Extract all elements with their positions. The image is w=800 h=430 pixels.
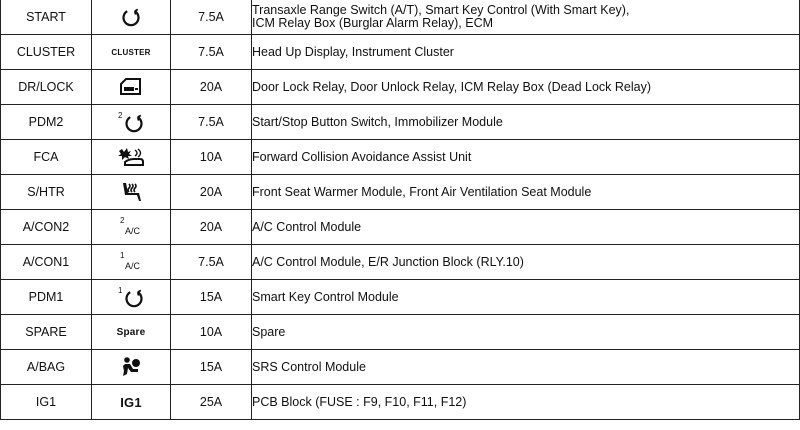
power-1-icon bbox=[118, 286, 144, 308]
fuse-name: SPARE bbox=[1, 315, 92, 350]
icon-label: A/C bbox=[125, 226, 141, 236]
table-row bbox=[1, 70, 800, 105]
fuse-name: S/HTR bbox=[1, 175, 92, 210]
fuse-icon-cell bbox=[92, 350, 171, 385]
fuse-description bbox=[252, 350, 800, 385]
fuse-description bbox=[252, 175, 800, 210]
icon-number: 1 bbox=[118, 286, 123, 295]
icon-number: 2 bbox=[118, 111, 123, 120]
fuse-rating: 10A bbox=[171, 315, 252, 350]
icon-number: 1 bbox=[120, 251, 125, 260]
icon-label: A/C bbox=[125, 261, 141, 271]
start-icon bbox=[120, 6, 142, 28]
fuse-rating: 10A bbox=[171, 140, 252, 175]
fuse-description bbox=[252, 245, 800, 280]
fuse-icon-cell bbox=[92, 385, 171, 420]
table-row bbox=[1, 280, 800, 315]
fuse-icon-cell bbox=[92, 0, 171, 35]
description-line: PCB Block (FUSE : F9, F10, F11, F12) bbox=[252, 394, 467, 409]
fuse-name: PDM1 bbox=[1, 280, 92, 315]
fuse-icon-cell bbox=[92, 315, 171, 350]
description-line: Transaxle Range Switch (A/T), Smart Key Control (With Smart Key), bbox=[252, 3, 630, 17]
forward-collision-icon bbox=[116, 145, 146, 169]
fuse-rating: 25A bbox=[171, 385, 252, 420]
fuse-description bbox=[252, 140, 800, 175]
table-row bbox=[1, 245, 800, 280]
fuse-name: A/CON1 bbox=[1, 245, 92, 280]
description-line: Head Up Display, Instrument Cluster bbox=[252, 44, 454, 59]
fuse-name: A/CON2 bbox=[1, 210, 92, 245]
fuse-name: PDM2 bbox=[1, 105, 92, 140]
description-line: Smart Key Control Module bbox=[252, 289, 399, 304]
fuse-icon-cell bbox=[92, 70, 171, 105]
table-row bbox=[1, 315, 800, 350]
fuse-description bbox=[252, 210, 800, 245]
fuse-rating: 7.5A bbox=[171, 105, 252, 140]
fuse-rating: 20A bbox=[171, 210, 252, 245]
description-line: SRS Control Module bbox=[252, 359, 366, 374]
description-line: Forward Collision Avoidance Assist Unit bbox=[252, 149, 472, 164]
description-line: Spare bbox=[252, 324, 286, 339]
description-line: A/C Control Module bbox=[252, 219, 362, 234]
fuse-icon-cell bbox=[92, 245, 171, 280]
fuse-rating: 15A bbox=[171, 350, 252, 385]
fuse-name: IG1 bbox=[1, 385, 92, 420]
seat-heater-icon bbox=[119, 181, 143, 203]
fuse-description bbox=[252, 0, 800, 35]
description-line: Front Seat Warmer Module, Front Air Ventilation Seat Module bbox=[252, 184, 592, 199]
fuse-rating: 7.5A bbox=[171, 0, 252, 35]
fuse-name: DR/LOCK bbox=[1, 70, 92, 105]
cluster-text-icon: CLUSTER bbox=[111, 48, 151, 58]
table-row bbox=[1, 105, 800, 140]
fuse-rating: 15A bbox=[171, 280, 252, 315]
fuse-name: A/BAG bbox=[1, 350, 92, 385]
fuse-icon-cell bbox=[92, 210, 171, 245]
description-line: Door Lock Relay, Door Unlock Relay, ICM Relay Box (Dead Lock Relay) bbox=[252, 79, 651, 94]
fuse-name: START bbox=[1, 0, 92, 35]
ac-1-icon bbox=[118, 251, 144, 273]
fuse-description bbox=[252, 35, 800, 70]
fuse-icon-cell bbox=[92, 280, 171, 315]
fuse-icon-cell bbox=[92, 105, 171, 140]
fuse-icon-cell bbox=[92, 35, 171, 70]
table-row bbox=[1, 175, 800, 210]
airbag-icon bbox=[119, 356, 143, 378]
ig1-text-icon: IG1 bbox=[120, 394, 142, 410]
description-line: Start/Stop Button Switch, Immobilizer Module bbox=[252, 114, 503, 129]
fuse-description bbox=[252, 280, 800, 315]
spare-text-icon: Spare bbox=[116, 327, 146, 339]
ac-2-icon bbox=[118, 216, 144, 238]
description-line: ICM Relay Box (Burglar Alarm Relay), ECM bbox=[252, 16, 494, 30]
fuse-rating: 20A bbox=[171, 175, 252, 210]
fuse-rating: 7.5A bbox=[171, 35, 252, 70]
fuse-description bbox=[252, 70, 800, 105]
door-lock-icon bbox=[119, 78, 143, 96]
fuse-description bbox=[252, 315, 800, 350]
power-2-icon bbox=[118, 111, 144, 133]
fuse-rating: 20A bbox=[171, 70, 252, 105]
description-line: A/C Control Module, E/R Junction Block (RLY.10) bbox=[252, 254, 524, 269]
table-row bbox=[1, 140, 800, 175]
icon-number: 2 bbox=[120, 216, 125, 225]
table-row bbox=[1, 35, 800, 70]
fuse-description bbox=[252, 385, 800, 420]
table-row bbox=[1, 350, 800, 385]
fuse-name: CLUSTER bbox=[1, 35, 92, 70]
table-row bbox=[1, 0, 800, 35]
table-row bbox=[1, 210, 800, 245]
fuse-description bbox=[252, 105, 800, 140]
fuse-name: FCA bbox=[1, 140, 92, 175]
fuse-icon-cell bbox=[92, 175, 171, 210]
fuse-icon-cell bbox=[92, 140, 171, 175]
table-row bbox=[1, 385, 800, 420]
fuse-rating: 7.5A bbox=[171, 245, 252, 280]
